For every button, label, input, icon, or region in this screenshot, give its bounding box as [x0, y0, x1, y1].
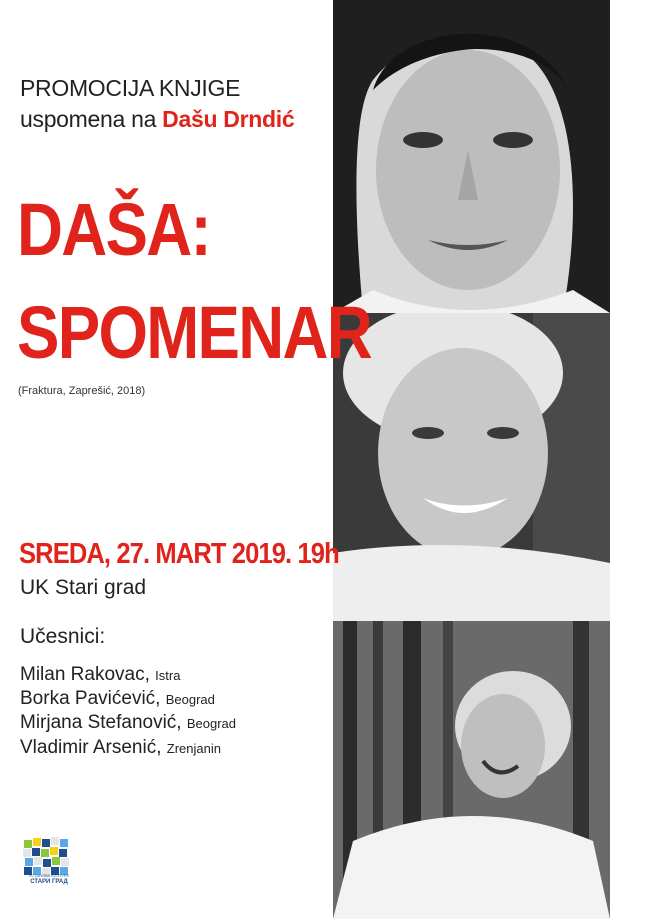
- portrait-photo-young: [333, 0, 610, 313]
- book-title-line2: SPOMENAR: [17, 291, 371, 374]
- participant-item: Borka Pavićević, Beograd: [20, 688, 215, 709]
- logo-caption-small: УСТАНОВА КУЛТУРЕ: [28, 873, 70, 878]
- event-type-label: PROMOCIJA KNJIGE: [20, 75, 241, 101]
- memorial-subtitle: [20, 105, 294, 133]
- participants-heading: Učesnici:: [20, 625, 106, 648]
- portrait-photo-smiling: [333, 313, 610, 621]
- participant-name: Vladimir Arsenić: [20, 737, 157, 758]
- participant-place: Zrenjanin: [166, 741, 221, 756]
- participant-place: Beograd: [186, 716, 237, 731]
- participant-item: Milan Rakovac, Istra: [20, 664, 181, 685]
- honoree-name: Dašu Drndić: [162, 106, 295, 132]
- event-venue: UK Stari grad: [20, 576, 147, 599]
- logo-caption-name: СТАРИ ГРАД: [30, 879, 68, 885]
- portrait-photo-laughing: [333, 621, 610, 919]
- participant-item: Mirjana Stefanović, Beograd: [20, 712, 237, 733]
- event-date-time: SREDA, 27. MART 2019. 19h: [19, 538, 339, 570]
- participant-place: Beograd: [165, 692, 215, 707]
- book-title-line1: DAŠA:: [17, 188, 210, 271]
- participant-place: Istra: [155, 668, 181, 683]
- participant-name: Milan Rakovac: [20, 664, 145, 685]
- participant-name: Mirjana Stefanović: [20, 712, 177, 733]
- participant-name: Borka Pavićević: [20, 688, 156, 709]
- publisher-info: (Fraktura, Zaprešić, 2018): [18, 385, 146, 397]
- participant-item: Vladimir Arsenić, Zrenjanin: [20, 737, 221, 758]
- memorial-prefix: uspomena na: [20, 106, 163, 132]
